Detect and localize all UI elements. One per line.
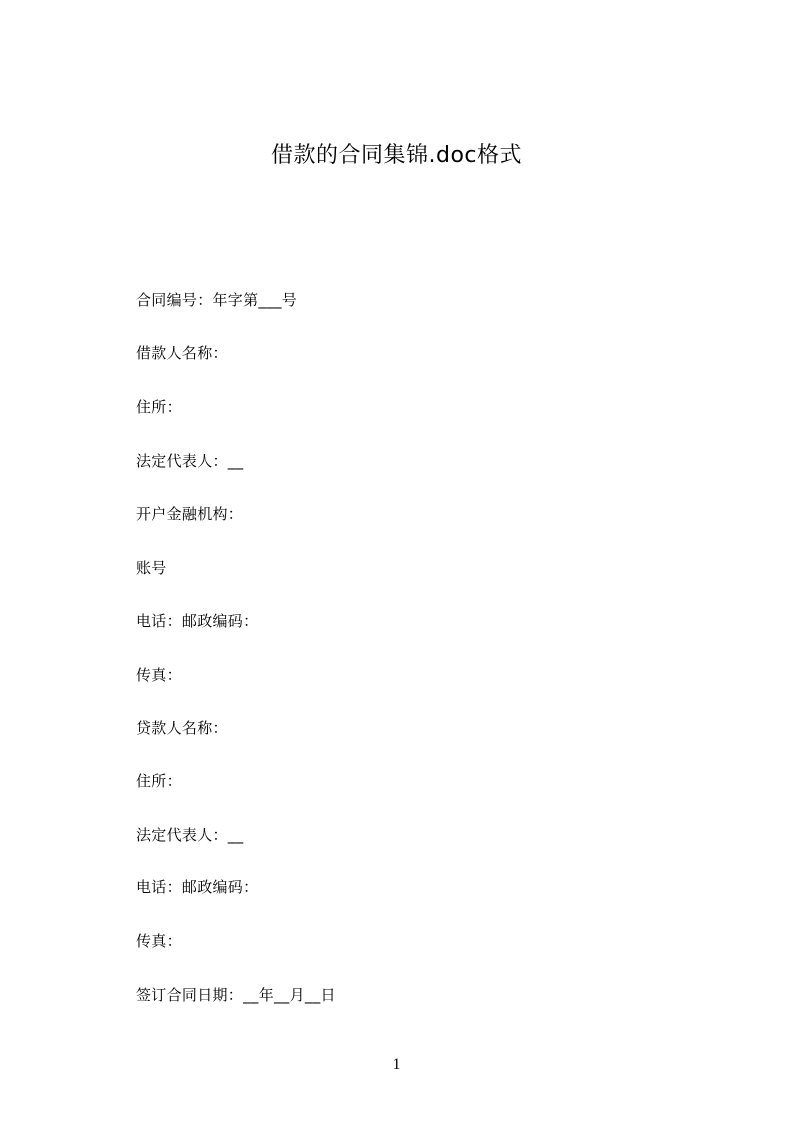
borrower-bank-line: 开户金融机构： [136, 505, 244, 523]
lender-legal-rep-line: 法定代表人：__ [136, 826, 244, 844]
borrower-account-line: 账号 [136, 559, 167, 577]
document-title: 借款的合同集锦.doc格式 [270, 143, 522, 168]
lender-name-line: 贷款人名称： [136, 719, 228, 737]
borrower-name-line: 借款人名称： [136, 344, 228, 362]
lender-phone-postcode-line: 电话：邮政编码： [136, 878, 259, 896]
borrower-phone-postcode-line: 电话：邮政编码： [136, 612, 259, 630]
page-number: 1 [392, 1056, 401, 1073]
borrower-legal-rep-line: 法定代表人：__ [136, 452, 244, 470]
borrower-address-line: 住所： [136, 398, 182, 416]
lender-address-line: 住所： [136, 772, 182, 790]
signing-date-line: 签订合同日期：__年__月__日 [136, 986, 336, 1004]
contract-number-line: 合同编号：年字第___号 [136, 291, 298, 309]
lender-fax-line: 传真： [136, 932, 182, 950]
borrower-fax-line: 传真： [136, 666, 182, 684]
